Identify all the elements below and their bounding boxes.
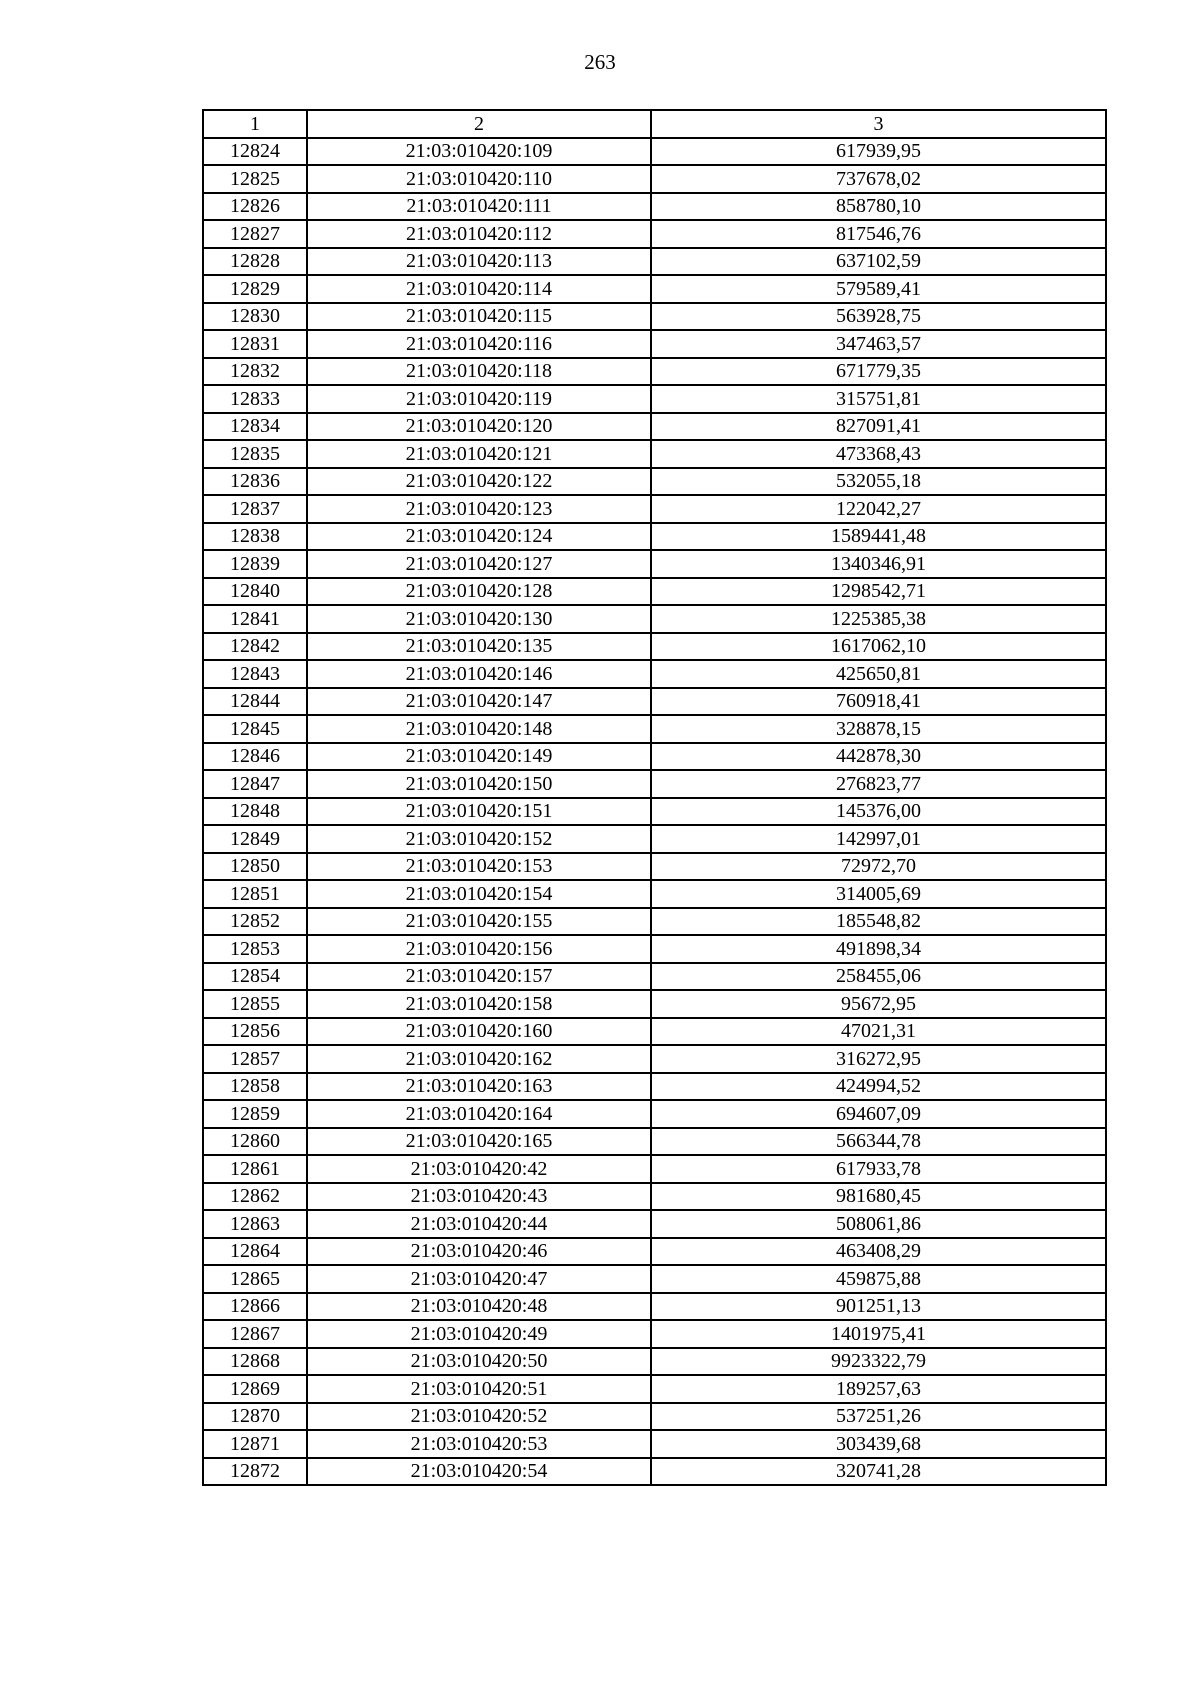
table-header-row	[203, 110, 1106, 138]
table-row	[203, 1073, 1106, 1101]
value-cell: 463408,29	[651, 1238, 1106, 1266]
value-cell: 671779,35	[651, 358, 1106, 386]
table-row	[203, 825, 1106, 853]
value-cell: 303439,68	[651, 1430, 1106, 1458]
value-cell: 442878,30	[651, 743, 1106, 771]
table-row	[203, 1375, 1106, 1403]
table-row	[203, 1045, 1106, 1073]
value-cell: 347463,57	[651, 330, 1106, 358]
table-row	[203, 330, 1106, 358]
cadastral-number-cell: 21:03:010420:115	[307, 303, 651, 331]
cadastral-number-cell: 21:03:010420:165	[307, 1128, 651, 1156]
row-number-cell: 12870	[203, 1403, 307, 1431]
cadastral-number-cell: 21:03:010420:113	[307, 248, 651, 276]
value-cell: 142997,01	[651, 825, 1106, 853]
table-row	[203, 1458, 1106, 1486]
value-cell: 760918,41	[651, 688, 1106, 716]
table-row	[203, 770, 1106, 798]
value-cell: 566344,78	[651, 1128, 1106, 1156]
table-row	[203, 1238, 1106, 1266]
value-cell: 617933,78	[651, 1155, 1106, 1183]
row-number-cell: 12864	[203, 1238, 307, 1266]
cadastral-number-cell: 21:03:010420:135	[307, 633, 651, 661]
table-row	[203, 138, 1106, 166]
row-number-cell: 12869	[203, 1375, 307, 1403]
table-row	[203, 193, 1106, 221]
cadastral-number-cell: 21:03:010420:146	[307, 660, 651, 688]
value-cell: 315751,81	[651, 385, 1106, 413]
value-cell: 328878,15	[651, 715, 1106, 743]
value-cell: 858780,10	[651, 193, 1106, 221]
table-row	[203, 358, 1106, 386]
table-row	[203, 1403, 1106, 1431]
row-number-cell: 12860	[203, 1128, 307, 1156]
cadastral-number-cell: 21:03:010420:52	[307, 1403, 651, 1431]
table-row	[203, 1293, 1106, 1321]
value-cell: 1298542,71	[651, 578, 1106, 606]
value-cell: 817546,76	[651, 220, 1106, 248]
row-number-cell: 12863	[203, 1210, 307, 1238]
table-row	[203, 1210, 1106, 1238]
table-row	[203, 1100, 1106, 1128]
cadastral-number-cell: 21:03:010420:163	[307, 1073, 651, 1101]
cadastral-number-cell: 21:03:010420:160	[307, 1018, 651, 1046]
value-cell: 276823,77	[651, 770, 1106, 798]
value-cell: 637102,59	[651, 248, 1106, 276]
row-number-cell: 12824	[203, 138, 307, 166]
cadastral-number-cell: 21:03:010420:157	[307, 963, 651, 991]
row-number-cell: 12842	[203, 633, 307, 661]
row-number-cell: 12831	[203, 330, 307, 358]
column-header-cadastral-number: 2	[307, 110, 651, 138]
cadastral-number-cell: 21:03:010420:122	[307, 468, 651, 496]
table-row	[203, 908, 1106, 936]
table-row	[203, 385, 1106, 413]
value-cell: 579589,41	[651, 275, 1106, 303]
cadastral-number-cell: 21:03:010420:156	[307, 935, 651, 963]
value-cell: 1225385,38	[651, 605, 1106, 633]
cadastral-number-cell: 21:03:010420:152	[307, 825, 651, 853]
table-row	[203, 660, 1106, 688]
table-row	[203, 578, 1106, 606]
value-cell: 189257,63	[651, 1375, 1106, 1403]
table-row	[203, 1128, 1106, 1156]
table-row	[203, 550, 1106, 578]
table-body	[203, 110, 1106, 1485]
row-number-cell: 12838	[203, 523, 307, 551]
table-row	[203, 688, 1106, 716]
cadastral-number-cell: 21:03:010420:50	[307, 1348, 651, 1376]
value-cell: 459875,88	[651, 1265, 1106, 1293]
row-number-cell: 12830	[203, 303, 307, 331]
value-cell: 537251,26	[651, 1403, 1106, 1431]
table-row	[203, 440, 1106, 468]
table-row	[203, 468, 1106, 496]
cadastral-number-cell: 21:03:010420:44	[307, 1210, 651, 1238]
row-number-cell: 12850	[203, 853, 307, 881]
cadastral-number-cell: 21:03:010420:150	[307, 770, 651, 798]
cadastral-value-table	[202, 109, 1107, 1486]
value-cell: 1617062,10	[651, 633, 1106, 661]
page-number: 263	[584, 50, 616, 74]
table-row	[203, 413, 1106, 441]
value-cell: 532055,18	[651, 468, 1106, 496]
cadastral-number-cell: 21:03:010420:54	[307, 1458, 651, 1486]
value-cell: 1589441,48	[651, 523, 1106, 551]
cadastral-number-cell: 21:03:010420:130	[307, 605, 651, 633]
value-cell: 1340346,91	[651, 550, 1106, 578]
value-cell: 473368,43	[651, 440, 1106, 468]
table-row	[203, 1348, 1106, 1376]
table-row	[203, 495, 1106, 523]
row-number-cell: 12858	[203, 1073, 307, 1101]
cadastral-number-cell: 21:03:010420:128	[307, 578, 651, 606]
value-cell: 316272,95	[651, 1045, 1106, 1073]
table-row	[203, 743, 1106, 771]
cadastral-number-cell: 21:03:010420:48	[307, 1293, 651, 1321]
value-cell: 9923322,79	[651, 1348, 1106, 1376]
cadastral-number-cell: 21:03:010420:164	[307, 1100, 651, 1128]
value-cell: 47021,31	[651, 1018, 1106, 1046]
row-number-cell: 12833	[203, 385, 307, 413]
table-row	[203, 275, 1106, 303]
cadastral-number-cell: 21:03:010420:120	[307, 413, 651, 441]
row-number-cell: 12866	[203, 1293, 307, 1321]
value-cell: 617939,95	[651, 138, 1106, 166]
value-cell: 424994,52	[651, 1073, 1106, 1101]
value-cell: 508061,86	[651, 1210, 1106, 1238]
cadastral-number-cell: 21:03:010420:112	[307, 220, 651, 248]
cadastral-number-cell: 21:03:010420:123	[307, 495, 651, 523]
cadastral-number-cell: 21:03:010420:158	[307, 990, 651, 1018]
value-cell: 185548,82	[651, 908, 1106, 936]
row-number-cell: 12862	[203, 1183, 307, 1211]
row-number-cell: 12836	[203, 468, 307, 496]
row-number-cell: 12832	[203, 358, 307, 386]
row-number-cell: 12834	[203, 413, 307, 441]
value-cell: 122042,27	[651, 495, 1106, 523]
row-number-cell: 12856	[203, 1018, 307, 1046]
row-number-cell: 12861	[203, 1155, 307, 1183]
row-number-cell: 12847	[203, 770, 307, 798]
cadastral-number-cell: 21:03:010420:110	[307, 165, 651, 193]
row-number-cell: 12826	[203, 193, 307, 221]
value-cell: 1401975,41	[651, 1320, 1106, 1348]
row-number-cell: 12844	[203, 688, 307, 716]
table-row	[203, 1265, 1106, 1293]
row-number-cell: 12825	[203, 165, 307, 193]
cadastral-number-cell: 21:03:010420:121	[307, 440, 651, 468]
cadastral-number-cell: 21:03:010420:154	[307, 880, 651, 908]
row-number-cell: 12857	[203, 1045, 307, 1073]
table-row	[203, 605, 1106, 633]
row-number-cell: 12843	[203, 660, 307, 688]
cadastral-number-cell: 21:03:010420:111	[307, 193, 651, 221]
row-number-cell: 12865	[203, 1265, 307, 1293]
value-cell: 314005,69	[651, 880, 1106, 908]
row-number-cell: 12837	[203, 495, 307, 523]
row-number-cell: 12841	[203, 605, 307, 633]
row-number-cell: 12852	[203, 908, 307, 936]
cadastral-number-cell: 21:03:010420:47	[307, 1265, 651, 1293]
row-number-cell: 12839	[203, 550, 307, 578]
row-number-cell: 12854	[203, 963, 307, 991]
cadastral-number-cell: 21:03:010420:53	[307, 1430, 651, 1458]
cadastral-number-cell: 21:03:010420:148	[307, 715, 651, 743]
table-row	[203, 990, 1106, 1018]
table-row	[203, 853, 1106, 881]
cadastral-number-cell: 21:03:010420:118	[307, 358, 651, 386]
table-row	[203, 1018, 1106, 1046]
row-number-cell: 12868	[203, 1348, 307, 1376]
cadastral-number-cell: 21:03:010420:119	[307, 385, 651, 413]
table-row	[203, 880, 1106, 908]
table-row	[203, 715, 1106, 743]
value-cell: 320741,28	[651, 1458, 1106, 1486]
cadastral-number-cell: 21:03:010420:124	[307, 523, 651, 551]
row-number-cell: 12829	[203, 275, 307, 303]
value-cell: 258455,06	[651, 963, 1106, 991]
cadastral-number-cell: 21:03:010420:114	[307, 275, 651, 303]
value-cell: 981680,45	[651, 1183, 1106, 1211]
table-row	[203, 248, 1106, 276]
row-number-cell: 12859	[203, 1100, 307, 1128]
cadastral-number-cell: 21:03:010420:46	[307, 1238, 651, 1266]
table-row	[203, 220, 1106, 248]
row-number-cell: 12835	[203, 440, 307, 468]
value-cell: 491898,34	[651, 935, 1106, 963]
table-row	[203, 1155, 1106, 1183]
value-cell: 72972,70	[651, 853, 1106, 881]
row-number-cell: 12827	[203, 220, 307, 248]
value-cell: 827091,41	[651, 413, 1106, 441]
cadastral-number-cell: 21:03:010420:109	[307, 138, 651, 166]
value-cell: 563928,75	[651, 303, 1106, 331]
value-cell: 95672,95	[651, 990, 1106, 1018]
row-number-cell: 12871	[203, 1430, 307, 1458]
cadastral-number-cell: 21:03:010420:162	[307, 1045, 651, 1073]
row-number-cell: 12851	[203, 880, 307, 908]
table-row	[203, 963, 1106, 991]
row-number-cell: 12855	[203, 990, 307, 1018]
cadastral-number-cell: 21:03:010420:116	[307, 330, 651, 358]
table-row	[203, 523, 1106, 551]
value-cell: 737678,02	[651, 165, 1106, 193]
cadastral-number-cell: 21:03:010420:43	[307, 1183, 651, 1211]
value-cell: 145376,00	[651, 798, 1106, 826]
column-header-number: 1	[203, 110, 307, 138]
value-cell: 425650,81	[651, 660, 1106, 688]
table-row	[203, 935, 1106, 963]
row-number-cell: 12872	[203, 1458, 307, 1486]
cadastral-number-cell: 21:03:010420:49	[307, 1320, 651, 1348]
cadastral-number-cell: 21:03:010420:149	[307, 743, 651, 771]
cadastral-number-cell: 21:03:010420:147	[307, 688, 651, 716]
table-row	[203, 1320, 1106, 1348]
cadastral-number-cell: 21:03:010420:42	[307, 1155, 651, 1183]
column-header-value: 3	[651, 110, 1106, 138]
cadastral-number-cell: 21:03:010420:127	[307, 550, 651, 578]
table-row	[203, 633, 1106, 661]
value-cell: 694607,09	[651, 1100, 1106, 1128]
table-row	[203, 1183, 1106, 1211]
table-row	[203, 165, 1106, 193]
row-number-cell: 12845	[203, 715, 307, 743]
table-row	[203, 303, 1106, 331]
row-number-cell: 12867	[203, 1320, 307, 1348]
cadastral-number-cell: 21:03:010420:153	[307, 853, 651, 881]
table-row	[203, 1430, 1106, 1458]
row-number-cell: 12849	[203, 825, 307, 853]
row-number-cell: 12828	[203, 248, 307, 276]
value-cell: 901251,13	[651, 1293, 1106, 1321]
row-number-cell: 12848	[203, 798, 307, 826]
cadastral-number-cell: 21:03:010420:51	[307, 1375, 651, 1403]
cadastral-number-cell: 21:03:010420:151	[307, 798, 651, 826]
row-number-cell: 12853	[203, 935, 307, 963]
row-number-cell: 12846	[203, 743, 307, 771]
cadastral-number-cell: 21:03:010420:155	[307, 908, 651, 936]
row-number-cell: 12840	[203, 578, 307, 606]
table-row	[203, 798, 1106, 826]
